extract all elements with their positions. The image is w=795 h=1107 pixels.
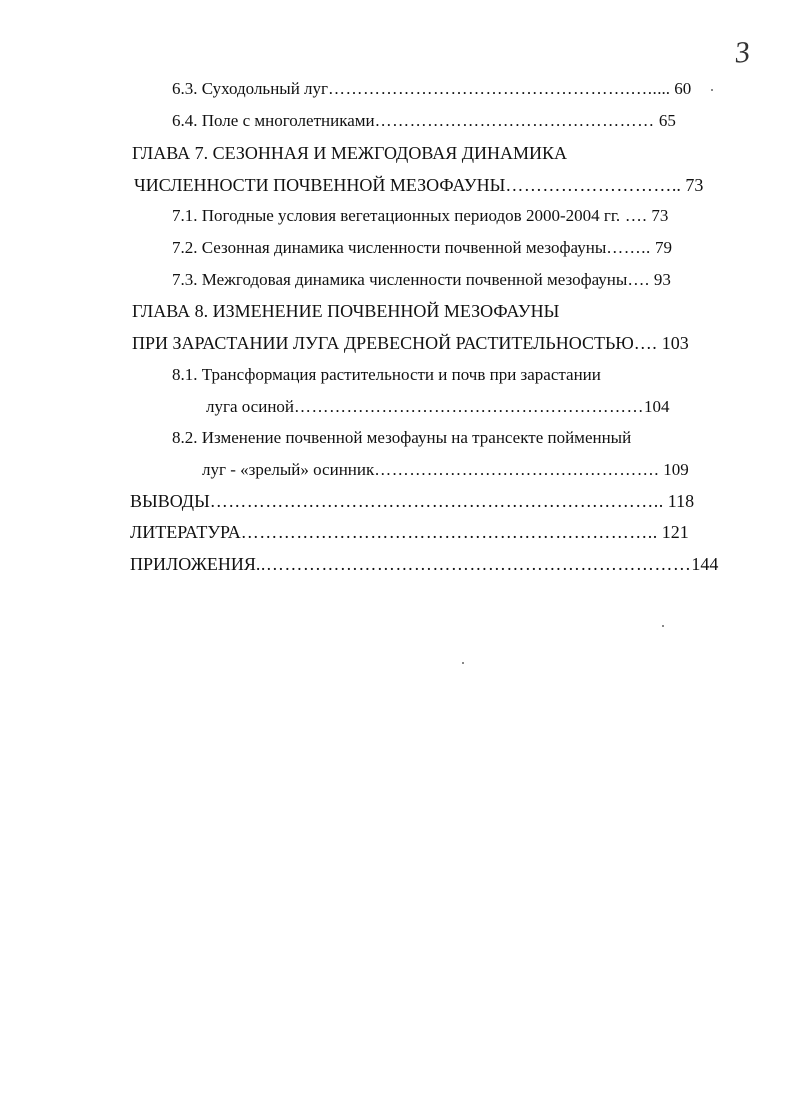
toc-page-number: ... 60: [657, 79, 692, 98]
toc-entry-7-2: [172, 238, 672, 258]
toc-page-number: 79: [650, 238, 672, 257]
toc-entry-title: ЧИСЛЕННОСТИ ПОЧВЕННОЙ МЕЗОФАУНЫ: [134, 175, 506, 195]
toc-leader: ……..: [606, 238, 651, 257]
toc-entry-title: луг - «зрелый» осинник: [202, 460, 375, 479]
toc-leader: ………………………: [505, 175, 672, 195]
toc-entry-title: 6.3. Суходольный луг: [172, 79, 329, 98]
toc-entry-title: ПРИ ЗАРАСТАНИИ ЛУГА ДРЕВЕСНОЙ РАСТИТЕЛЬНОСТЬЮ: [132, 333, 634, 353]
toc-page-number: 73: [647, 206, 669, 225]
toc-chapter-7-continuation: [134, 175, 703, 195]
toc-chapter-7-title: ГЛАВА 7. СЕЗОННАЯ И МЕЖГОДОВАЯ ДИНАМИКА: [132, 143, 567, 163]
toc-leader: ……………………………………………………: [294, 397, 645, 416]
toc-entry-7-3: [172, 270, 671, 290]
toc-entry-8-1-line2: [206, 397, 670, 417]
toc-entry-6-3: [172, 79, 691, 99]
toc-entry-title: 6.4. Поле с многолетниками: [172, 111, 375, 130]
toc-entry-title: луга осиной: [206, 397, 295, 416]
toc-page-number: 104: [644, 397, 670, 416]
toc-leader: …………………………………………: [374, 111, 655, 130]
toc-leader: ….: [620, 206, 648, 225]
toc-leader: …………………………………………….…..: [328, 79, 658, 98]
toc-page-number: 65: [654, 111, 676, 130]
toc-leader: ….: [627, 270, 650, 289]
toc-page-number: 103: [657, 333, 689, 353]
toc-leader: ..……………………………………………………………: [255, 554, 692, 574]
toc-leader: ……………………………………………………………….: [209, 491, 659, 511]
toc-chapter-8-continuation: [132, 333, 689, 353]
toc-entry-title: ЛИТЕРАТУРА: [130, 522, 241, 542]
scan-speck: [662, 625, 664, 627]
toc-page-number: .. 73: [671, 175, 704, 195]
page-number: 3: [733, 35, 752, 70]
toc-entry-6-4: [172, 111, 676, 131]
toc-entry-appendices: [130, 554, 718, 574]
toc-entry-title: 7.1. Погодные условия вегетационных периодов 2000-2004 гг.: [172, 206, 621, 225]
toc-leader: ………………………………………….: [374, 460, 659, 479]
toc-page-number: . 121: [652, 522, 689, 542]
toc-entry-literature: [130, 522, 689, 542]
toc-entry-title: ВЫВОДЫ: [130, 491, 210, 511]
toc-leader: ….: [633, 333, 658, 353]
toc-entry-8-2-line2: [202, 460, 689, 480]
toc-entry-8-1-line1: 8.1. Трансформация растительности и почв при зарастании: [172, 365, 601, 384]
toc-page-number: 144: [691, 554, 719, 574]
scan-speck: [462, 662, 464, 664]
toc-leader: ………………………………………………………….: [240, 522, 653, 542]
toc-page-number: 93: [649, 270, 671, 289]
toc-entry-conclusions: [130, 491, 694, 511]
toc-page-number: . 118: [658, 491, 695, 511]
toc-entry-title: 7.2. Сезонная динамика численности почвенной мезофауны: [172, 238, 607, 257]
toc-entry-7-1: [172, 206, 668, 226]
toc-entry-title: 7.3. Межгодовая динамика численности почвенной мезофауны: [172, 270, 628, 289]
toc-page-number: 109: [659, 460, 689, 479]
toc-chapter-8-title: ГЛАВА 8. ИЗМЕНЕНИЕ ПОЧВЕННОЙ МЕЗОФАУНЫ: [132, 301, 560, 321]
toc-entry-8-2-line1: 8.2. Изменение почвенной мезофауны на трансекте пойменный: [172, 428, 632, 447]
toc-entry-title: ПРИЛОЖЕНИЯ: [130, 554, 256, 574]
scan-speck: [711, 89, 713, 91]
